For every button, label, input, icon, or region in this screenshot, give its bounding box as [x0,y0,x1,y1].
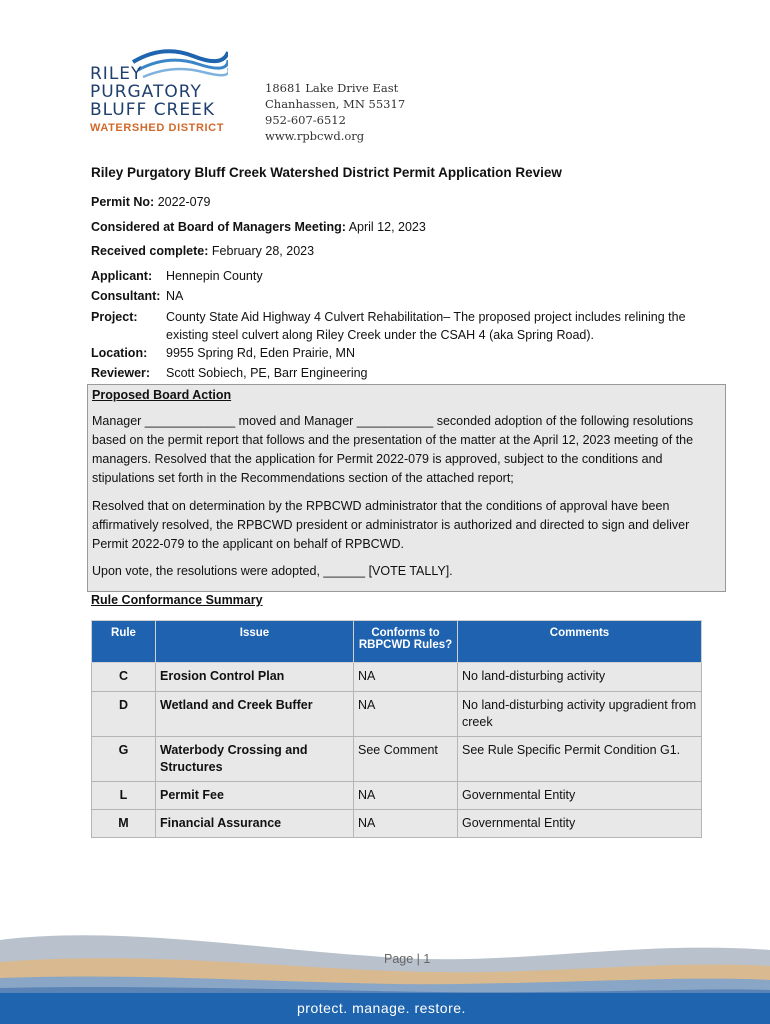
cell-comments: No land-disturbing activity upgradient from creek [458,692,702,737]
cell-conforms: NA [354,692,458,737]
cell-comments: Governmental Entity [458,782,702,810]
logo-subtitle: WATERSHED DISTRICT [90,122,225,134]
meeting-label: Considered at Board of Managers Meeting: [91,220,346,234]
table-header-row [92,621,702,663]
cell-conforms: NA [354,782,458,810]
logo-line-1: RILEY [90,64,143,84]
cell-issue: Financial Assurance [156,810,354,838]
address-phone: 952-607-6512 [265,113,346,127]
column-header-conforms: Conforms to RBPCWD Rules? [354,621,458,663]
column-header-comments: Comments [458,621,702,663]
meeting-date [91,220,426,234]
table-row [92,663,702,692]
board-action-paragraph-2: Resolved that on determination by the RPBCWD administrator that the conditions of approval have been affirmatively resolved, the RPBCWD president or administrator is authorized and directed to sign and deliver Permit 2022-079 to the applicant on behalf of RPBCWD. [92,499,690,551]
address-street: 18681 Lake Drive East [265,81,399,95]
field-label: Project: [91,310,138,324]
permit-value: 2022-079 [157,195,211,209]
field-consultant [91,289,711,307]
field-applicant [91,269,711,287]
received-value: February 28, 2023 [211,244,315,258]
address-website: www.rpbcwd.org [265,129,365,143]
address-block [265,80,405,144]
summary-heading: Rule Conformance Summary [91,593,263,607]
meeting-value: April 12, 2023 [348,220,426,234]
page-number: Page | 1 [384,952,431,966]
field-label: Applicant: [91,269,153,283]
field-value: Hennepin County [166,269,263,283]
table-row [92,810,702,838]
table-row [92,782,702,810]
cell-issue: Erosion Control Plan [156,663,354,692]
board-action-heading: Proposed Board Action [92,388,232,402]
cell-rule: L [92,782,156,810]
column-header-issue: Issue [156,621,354,663]
field-project [91,308,711,346]
rule-conformance-table [91,620,702,838]
field-location [91,346,711,364]
cell-issue: Permit Fee [156,782,354,810]
field-label: Location: [91,346,148,360]
field-label: Reviewer: [91,366,151,380]
cell-issue: Wetland and Creek Buffer [156,692,354,737]
cell-conforms: NA [354,810,458,838]
received-label: Received complete: [91,244,209,258]
cell-issue: Waterbody Crossing and Structures [156,737,354,782]
permit-number [91,195,211,209]
received-date [91,244,314,258]
footer-band [0,993,770,1024]
cell-rule: G [92,737,156,782]
cell-comments: Governmental Entity [458,810,702,838]
cell-comments: See Rule Specific Permit Condition G1. [458,737,702,782]
cell-comments: No land-disturbing activity [458,663,702,692]
field-reviewer [91,366,711,384]
cell-conforms: See Comment [354,737,458,782]
page-title: Riley Purgatory Bluff Creek Watershed District Permit Application Review [91,165,562,180]
field-value: Scott Sobiech, PE, Barr Engineering [166,366,368,380]
board-action-box [87,384,726,592]
cell-conforms: NA [354,663,458,692]
table-row [92,692,702,737]
address-city: Chanhassen, MN 55317 [265,97,406,111]
field-value: 9955 Spring Rd, Eden Prairie, MN [166,346,355,360]
field-value: County State Aid Highway 4 Culvert Rehabilitation– The proposed project includes relining the existing steel culvert along Riley Creek under the CSAH 4 (aka Spring Road). [166,310,686,342]
field-label: Consultant: [91,289,161,303]
table-row [92,737,702,782]
footer-tagline: protect. manage. restore. [297,1000,466,1016]
cell-rule: C [92,663,156,692]
logo-line-3: BLUFF CREEK [90,100,216,120]
logo [88,42,228,142]
field-value: NA [166,289,184,303]
permit-label: Permit No: [91,195,155,209]
logo-line-2: PURGATORY [90,82,202,102]
cell-rule: M [92,810,156,838]
board-action-paragraph-1: Manager _____________ moved and Manager ___________ seconded adoption of the following resolutions based on the permit report that follows and the presentation of the matter at the April 12, 2023 meeting of the managers. Resolved that the application for Permit 2022-079 is approved, subject to the conditions and stipulations set forth in the Recommendations section of the attached report; [92,414,694,485]
logo-waves-icon [128,42,228,82]
cell-rule: D [92,692,156,737]
column-header-rule: Rule [92,621,156,663]
board-action-paragraph-3: Upon vote, the resolutions were adopted, ______ [VOTE TALLY]. [92,564,453,578]
